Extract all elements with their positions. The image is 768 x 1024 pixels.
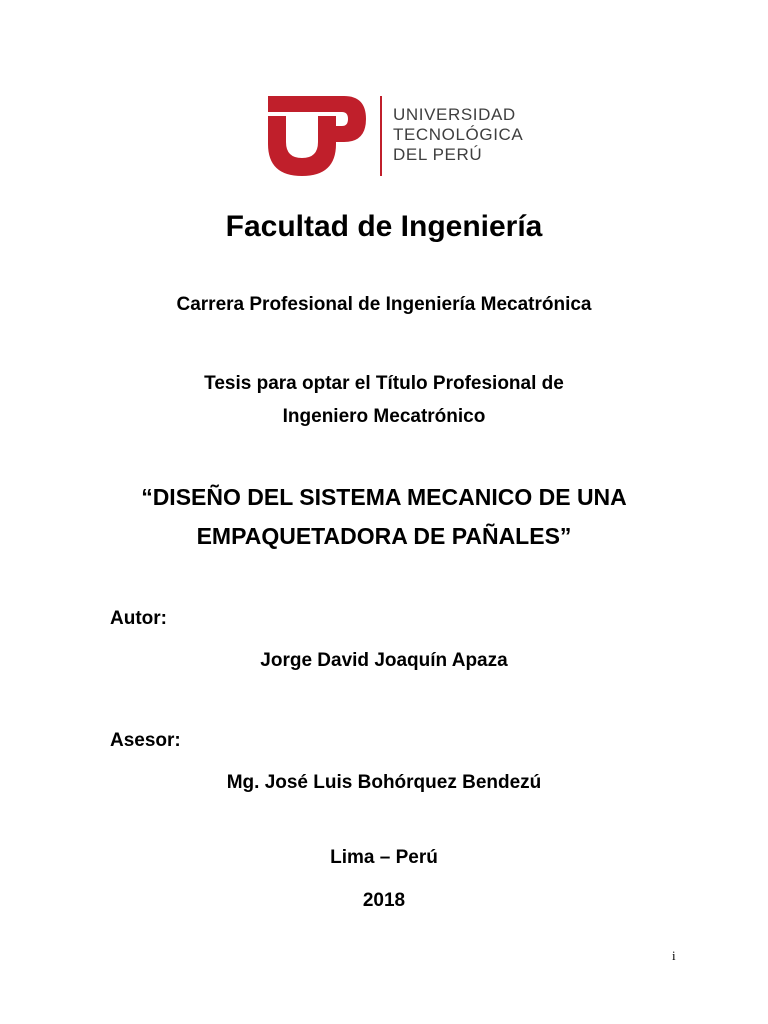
thesis-title-line-1: “DISEÑO DEL SISTEMA MECANICO DE UNA [141,484,627,510]
logo-line-2: TECNOLÓGICA [393,125,524,144]
faculty-heading: Facultad de Ingeniería [225,210,543,243]
logo-line-3: DEL PERÚ [393,145,483,164]
author-label: Autor: [110,608,167,629]
year: 2018 [362,890,406,911]
logo-line-1: UNIVERSIDAD [393,105,516,124]
utp-logo-mark [268,92,378,182]
author-name: Jorge David Joaquín Apaza [260,650,508,671]
logo-wordmark [393,105,523,165]
advisor-label: Asesor: [110,730,181,751]
thesis-purpose-line-1: Tesis para optar el Título Profesional de [204,373,564,394]
thesis-title-line-2: EMPAQUETADORA DE PAÑALES” [196,523,572,549]
career-line: Carrera Profesional de Ingeniería Mecatrónica [176,294,592,315]
page-number: i [672,948,676,963]
city-country: Lima – Perú [330,847,438,868]
logo-divider [380,96,382,176]
university-logo [268,92,528,182]
thesis-purpose-line-2: Ingeniero Mecatrónico [282,406,486,427]
advisor-name: Mg. José Luis Bohórquez Bendezú [226,772,542,793]
